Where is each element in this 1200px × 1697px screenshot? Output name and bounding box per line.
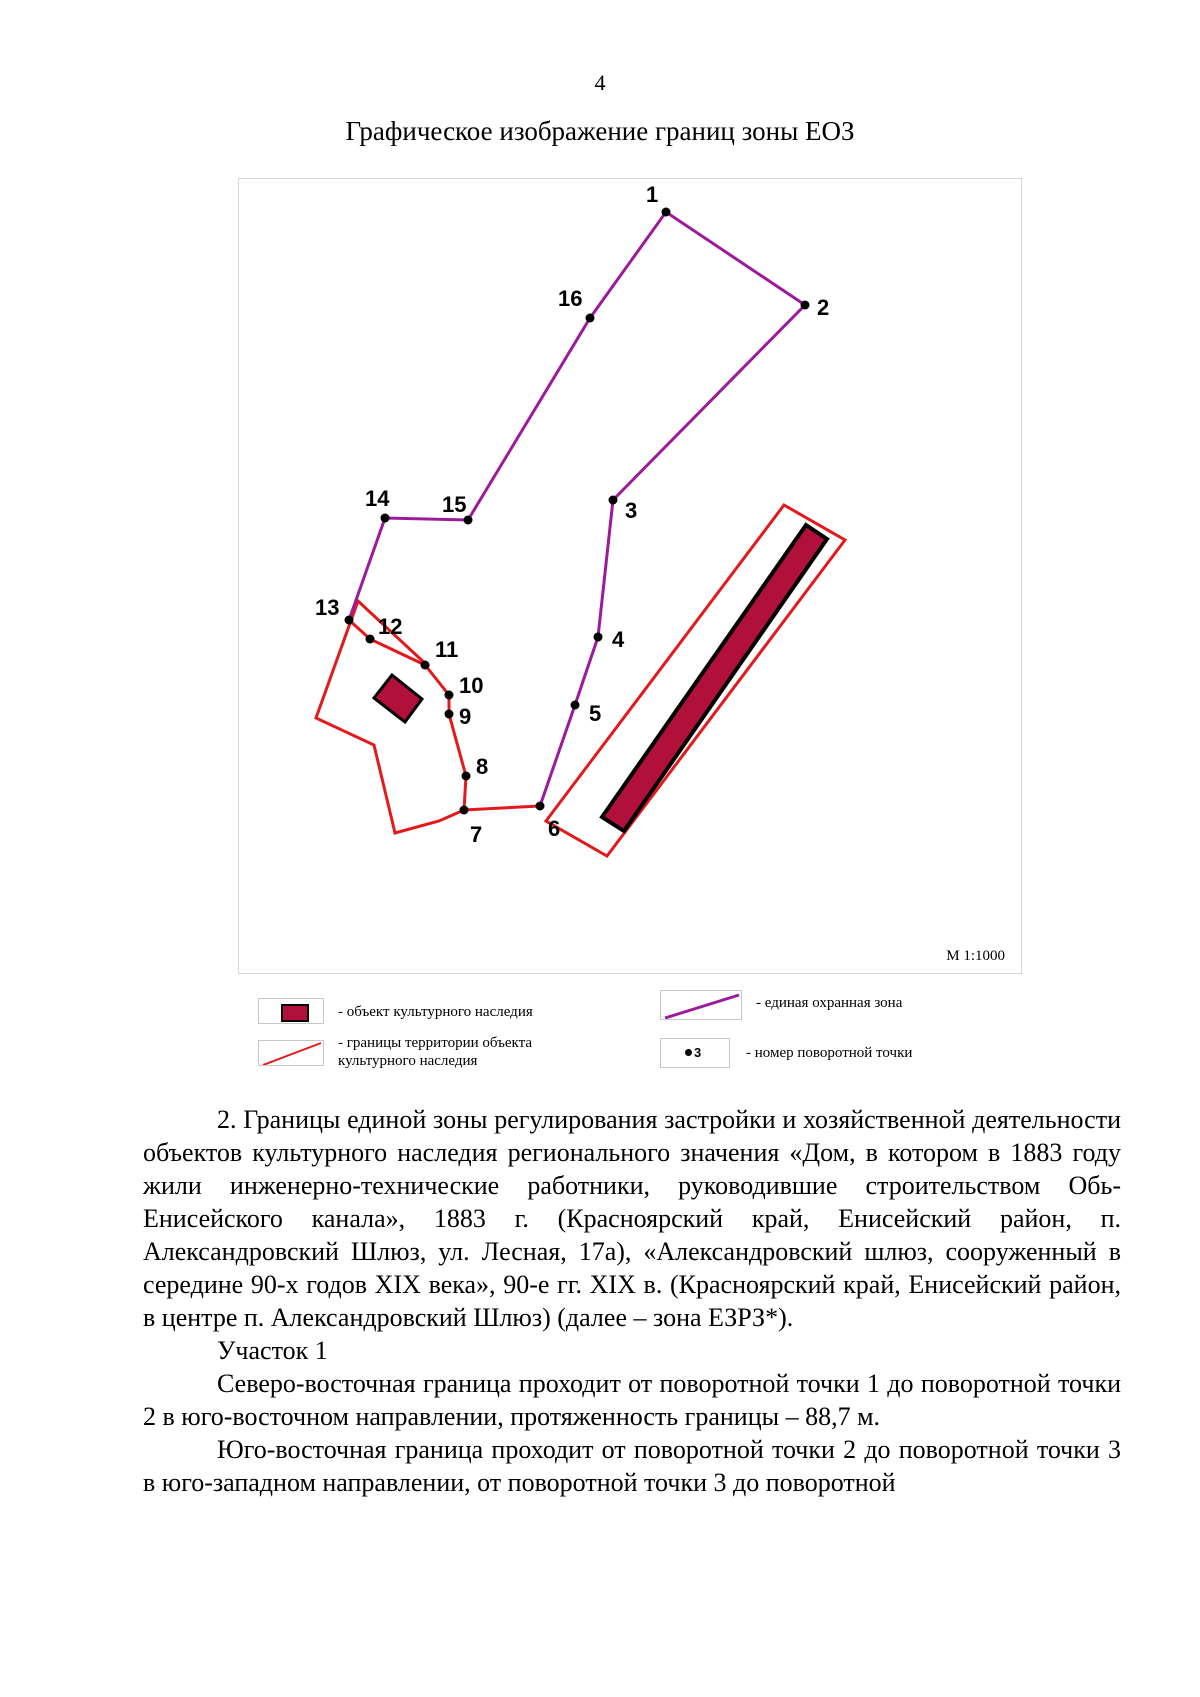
- turning-point-label: 11: [435, 637, 459, 662]
- page-number: 4: [594, 70, 606, 95]
- turning-point-label: 6: [548, 816, 561, 841]
- house-heritage-object: [374, 675, 422, 722]
- legend-territory-line-text: - границы территории объекта культурного наследия: [338, 1035, 533, 1069]
- turning-point-swatch: [660, 1038, 730, 1068]
- point-dot-icon: [685, 1049, 692, 1056]
- legend-turning-point-text: - номер поворотной точки: [746, 1045, 913, 1061]
- page-title: Графическое изображение границ зоны ЕОЗ: [345, 116, 855, 146]
- house-territory-boundary: [316, 601, 540, 833]
- turning-point-dot: [345, 616, 354, 625]
- map-legend: [258, 990, 978, 1080]
- turning-point-label: 1: [646, 182, 659, 207]
- turning-point-dot: [662, 208, 671, 217]
- turning-point-dot: [421, 661, 430, 670]
- map-frame: [238, 178, 1022, 974]
- turning-point-label: 15: [442, 492, 467, 517]
- turning-point-label: 4: [612, 627, 625, 652]
- turning-point-label: 2: [817, 295, 830, 320]
- turning-point-label: 13: [315, 595, 340, 620]
- turning-point-dot: [462, 772, 471, 781]
- turning-point-label: 7: [470, 822, 483, 847]
- territory-line-swatch: [258, 1040, 324, 1066]
- turning-point-dot: [445, 691, 454, 700]
- turning-point-dot: [594, 633, 603, 642]
- turning-points: [315, 182, 829, 847]
- turning-point-label: 12: [378, 614, 403, 639]
- turning-point-label: 16: [558, 286, 583, 311]
- turning-point-dot: [609, 496, 618, 505]
- turning-point-dot: [801, 301, 810, 310]
- turning-point-dot: [366, 635, 375, 644]
- map-scale: М 1:1000: [946, 948, 1005, 964]
- turning-point-label: 3: [625, 498, 638, 523]
- paragraph-2: 2. Границы единой зоны регулирования застройки и хозяйственной деятельности объектов культурного наследия регионального значения «Дом, в котором в 1883 году жили инженерно-технические работники, руководившие строительством Обь-Енисейского канала», 1883 г. (Красноярский край, Енисейский район, п. Александровский Шлюз, ул. Лесная, 17а), «Александровский шлюз, сооруженный в середине 90-х годов XIX века», 90-е гг. XIX в. (Красноярский край, Енисейский район, в центре п. Александровский Шлюз) (далее – зона ЕЗРЗ*).: [143, 1105, 1121, 1332]
- turning-point-dot: [586, 314, 595, 323]
- turning-point-dot: [381, 514, 390, 523]
- turning-point-dot: [445, 710, 454, 719]
- turning-point-dot: [536, 802, 545, 811]
- zone-map: [239, 179, 1023, 975]
- unified-zone-swatch: [660, 990, 742, 1020]
- body-text: [143, 1103, 1121, 1499]
- turning-point-label: 8: [476, 754, 489, 779]
- turning-point-label: 10: [459, 673, 484, 698]
- point-sample-label: 3: [694, 1045, 702, 1060]
- turning-point-label: 9: [459, 704, 472, 729]
- paragraph-southeast-border: Юго-восточная граница проходит от поворотной точки 2 до поворотной точки 3 в юго-западном направлении, от поворотной точки 3 до поворотной: [143, 1435, 1121, 1497]
- lock-heritage-object: [602, 525, 827, 831]
- heritage-object-swatch: [258, 998, 324, 1024]
- paragraph-northeast-border: Северо-восточная граница проходит от поворотной точки 1 до поворотной точки 2 в юго-восточном направлении, протяженность границы – 88,7 м.: [143, 1369, 1121, 1431]
- turning-point-label: 5: [589, 701, 602, 726]
- legend-heritage-object-text: - объект культурного наследия: [338, 1004, 533, 1020]
- legend-unified-zone-text: - единая охранная зона: [756, 995, 903, 1011]
- turning-point-label: 14: [365, 486, 390, 511]
- turning-point-dot: [571, 701, 580, 710]
- turning-point-dot: [460, 806, 469, 815]
- section-heading: Участок 1: [217, 1336, 328, 1365]
